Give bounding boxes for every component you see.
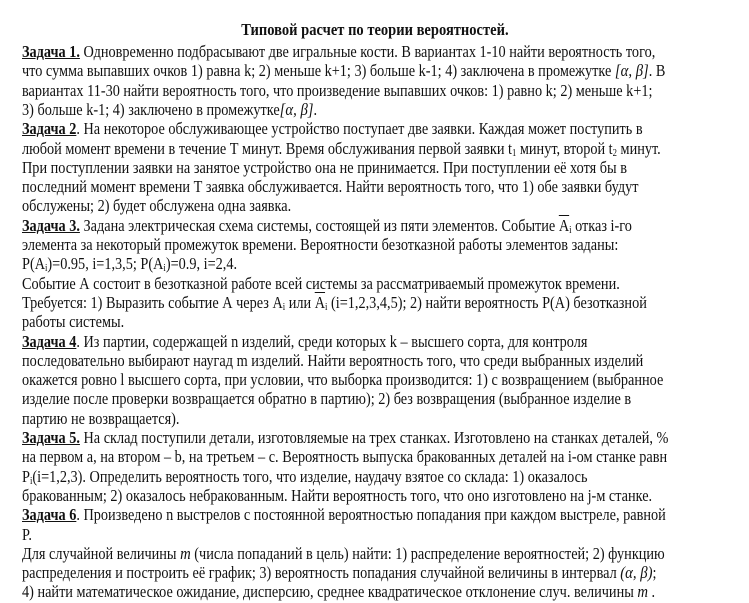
math-expression: (α, β) bbox=[620, 563, 653, 583]
text-segment: )=0.95, i=1,3,5; P(A bbox=[47, 254, 164, 274]
text-segment: . Из партии, содержащей n изделий, среди которых k – высшего сорта, для контроля bbox=[76, 331, 588, 351]
text-line bbox=[22, 544, 665, 563]
subscript: i bbox=[282, 301, 286, 313]
text-segment: 4) найти математическое ожидание, дисперсию, среднее квадратическое отклонение случ. величины bbox=[22, 582, 638, 602]
text-segment: (числа попаданий в цель) найти: 1) распределение вероятностей; 2) функцию bbox=[190, 543, 665, 563]
text-segment: бракованным; 2) оказалось небракованным. Найти вероятность того, что оно изготовлено на j-м станке. bbox=[22, 485, 653, 505]
text-segment: обслужены; 2) будет обслужена одна заявка. bbox=[22, 196, 292, 216]
text-line bbox=[22, 216, 632, 235]
text-line bbox=[22, 42, 655, 61]
subscript: i bbox=[569, 224, 572, 236]
task-heading: Задача 3. bbox=[22, 215, 80, 235]
text-line bbox=[22, 351, 643, 370]
text-line bbox=[22, 177, 639, 196]
text-line bbox=[22, 505, 666, 524]
text-segment: . На некоторое обслуживающее устройство поступает две заявки. Каждая может поступить в bbox=[76, 119, 643, 139]
text-segment: На склад поступили детали, изготовляемые на трех станках. Изготовлено на станках деталей, % bbox=[79, 428, 669, 447]
task-heading: Задача 5. bbox=[22, 428, 80, 447]
text-line bbox=[22, 332, 587, 351]
text-segment: . Произведено n выстрелов с постоянной вероятностью попадания при каждом выстреле, равной bbox=[76, 505, 666, 525]
text-line bbox=[22, 370, 663, 389]
text-segment: . bbox=[313, 99, 318, 119]
text-segment: что сумма выпавших очков 1) равна k; 2) меньше k+1; 3) больше k-1; 4) заключена в промежутке bbox=[22, 61, 615, 81]
text-segment: P(A bbox=[22, 254, 46, 274]
text-line bbox=[22, 486, 652, 505]
task-heading: Задача 4 bbox=[22, 331, 77, 351]
text-line bbox=[22, 61, 665, 80]
text-segment: Требуется: 1) Выразить событие А через A bbox=[22, 292, 283, 312]
text-segment: Одновременно подбрасывают две игральные кости. В вариантах 1-10 найти вероятность того, bbox=[79, 42, 656, 61]
text-segment: распределения и построить её график; 3) вероятность попадания случайной величины в интервал bbox=[22, 563, 621, 583]
text-segment: )=0.9, i=2,4. bbox=[165, 254, 238, 274]
text-segment: на первом a, на втором – b, на третьем – c. Вероятность выпуска бракованных деталей на i-ом станке равн bbox=[22, 447, 668, 467]
text-segment: Для случайной величины bbox=[22, 543, 181, 563]
text-segment: ; bbox=[652, 563, 657, 583]
text-line bbox=[22, 100, 317, 119]
text-line bbox=[22, 389, 631, 408]
text-line bbox=[22, 139, 661, 158]
text-line bbox=[22, 293, 647, 312]
text-segment: последовательно выбирают наугад m изделий. Найти вероятность того, что среди выбранных изделий bbox=[22, 350, 644, 370]
text-segment: вариантах 11-30 найти вероятность того, что произведение выпавших очков: 1) равно k; 2) меньше k+1; bbox=[22, 80, 653, 100]
task-heading: Задача 1. bbox=[22, 42, 80, 61]
text-segment: минут, второй t bbox=[516, 138, 613, 158]
task-heading: Задача 2 bbox=[22, 119, 77, 139]
text-line bbox=[22, 312, 124, 331]
text-segment: . В bbox=[648, 61, 666, 81]
text-segment: При поступлении заявки на занятое устройство она не принимается. При поступлении её хотя бы в bbox=[22, 157, 627, 177]
task-heading: Задача 6 bbox=[22, 505, 77, 525]
text-segment: P bbox=[22, 466, 30, 486]
text-segment: последний момент времени Т заявка обслуживается. Найти вероятность того, что 1) обе заявки будут bbox=[22, 177, 639, 197]
text-line bbox=[22, 235, 618, 254]
math-expression: m bbox=[637, 582, 648, 602]
subscript: i bbox=[29, 475, 33, 487]
text-line bbox=[22, 274, 620, 293]
text-segment: работы системы. bbox=[22, 312, 125, 332]
text-line bbox=[22, 119, 643, 138]
text-line bbox=[22, 158, 627, 177]
text-segment: (i=1,2,3,4,5); 2) найти вероятность P(A) безотказной bbox=[327, 292, 647, 312]
text-segment: . bbox=[647, 582, 656, 602]
text-line bbox=[22, 467, 587, 486]
subscript: 2 bbox=[612, 147, 617, 159]
text-segment: элемента за некоторый промежуток времени. Вероятности безотказной работы элементов заданы: bbox=[22, 235, 619, 254]
text-line bbox=[22, 81, 652, 100]
text-segment: 3) больше k-1; 4) заключено в промежутке bbox=[22, 99, 280, 119]
text-line bbox=[22, 196, 291, 215]
subscript: i bbox=[45, 263, 48, 275]
text-line bbox=[22, 428, 668, 447]
math-expression: [α, β] bbox=[279, 99, 314, 119]
math-expression: [α, β] bbox=[614, 61, 649, 81]
math-expression: m bbox=[180, 543, 191, 563]
subscript: 1 bbox=[511, 147, 517, 159]
text-segment: (i=1,2,3). Определить вероятность того, что изделие, наудачу взятое со склада: 1) оказалось bbox=[32, 466, 588, 486]
event-complement: $\overline{A}$ bbox=[558, 215, 570, 235]
text-segment: любой момент времени в течение Т минут. Время обслуживания первой заявки t bbox=[22, 138, 512, 158]
document-title-text: Типовой расчет по теории вероятностей. bbox=[240, 20, 509, 39]
text-segment: минут. bbox=[616, 138, 661, 158]
document-title bbox=[0, 20, 749, 40]
text-segment: P. bbox=[22, 524, 32, 544]
text-segment: изделие после проверки возвращается обратно в партию); 2) без возвращения (выбранное изделие в bbox=[22, 389, 632, 409]
text-line bbox=[22, 582, 655, 601]
subscript: i bbox=[325, 301, 328, 313]
subscript: i bbox=[163, 263, 166, 275]
text-line bbox=[22, 409, 179, 428]
text-line bbox=[22, 525, 32, 544]
text-segment: или bbox=[285, 292, 315, 312]
text-segment: Задана электрическая схема системы, состоящей из пяти элементов. Событие bbox=[79, 215, 559, 235]
text-line bbox=[22, 254, 237, 273]
text-segment: Событие А состоит в безотказной работе всей системы за рассматриваемый промежуток времени. bbox=[22, 273, 620, 293]
event-complement: $\overline{A}$ bbox=[314, 292, 326, 312]
text-line bbox=[22, 563, 656, 582]
text-segment: окажется ровно l высшего сорта, при условии, что выборка производится: 1) с возвращением (выбранное bbox=[22, 370, 664, 390]
text-segment: отказ i-го bbox=[571, 215, 632, 235]
text-segment: партию не возвращается). bbox=[22, 408, 180, 428]
text-line bbox=[22, 447, 667, 466]
